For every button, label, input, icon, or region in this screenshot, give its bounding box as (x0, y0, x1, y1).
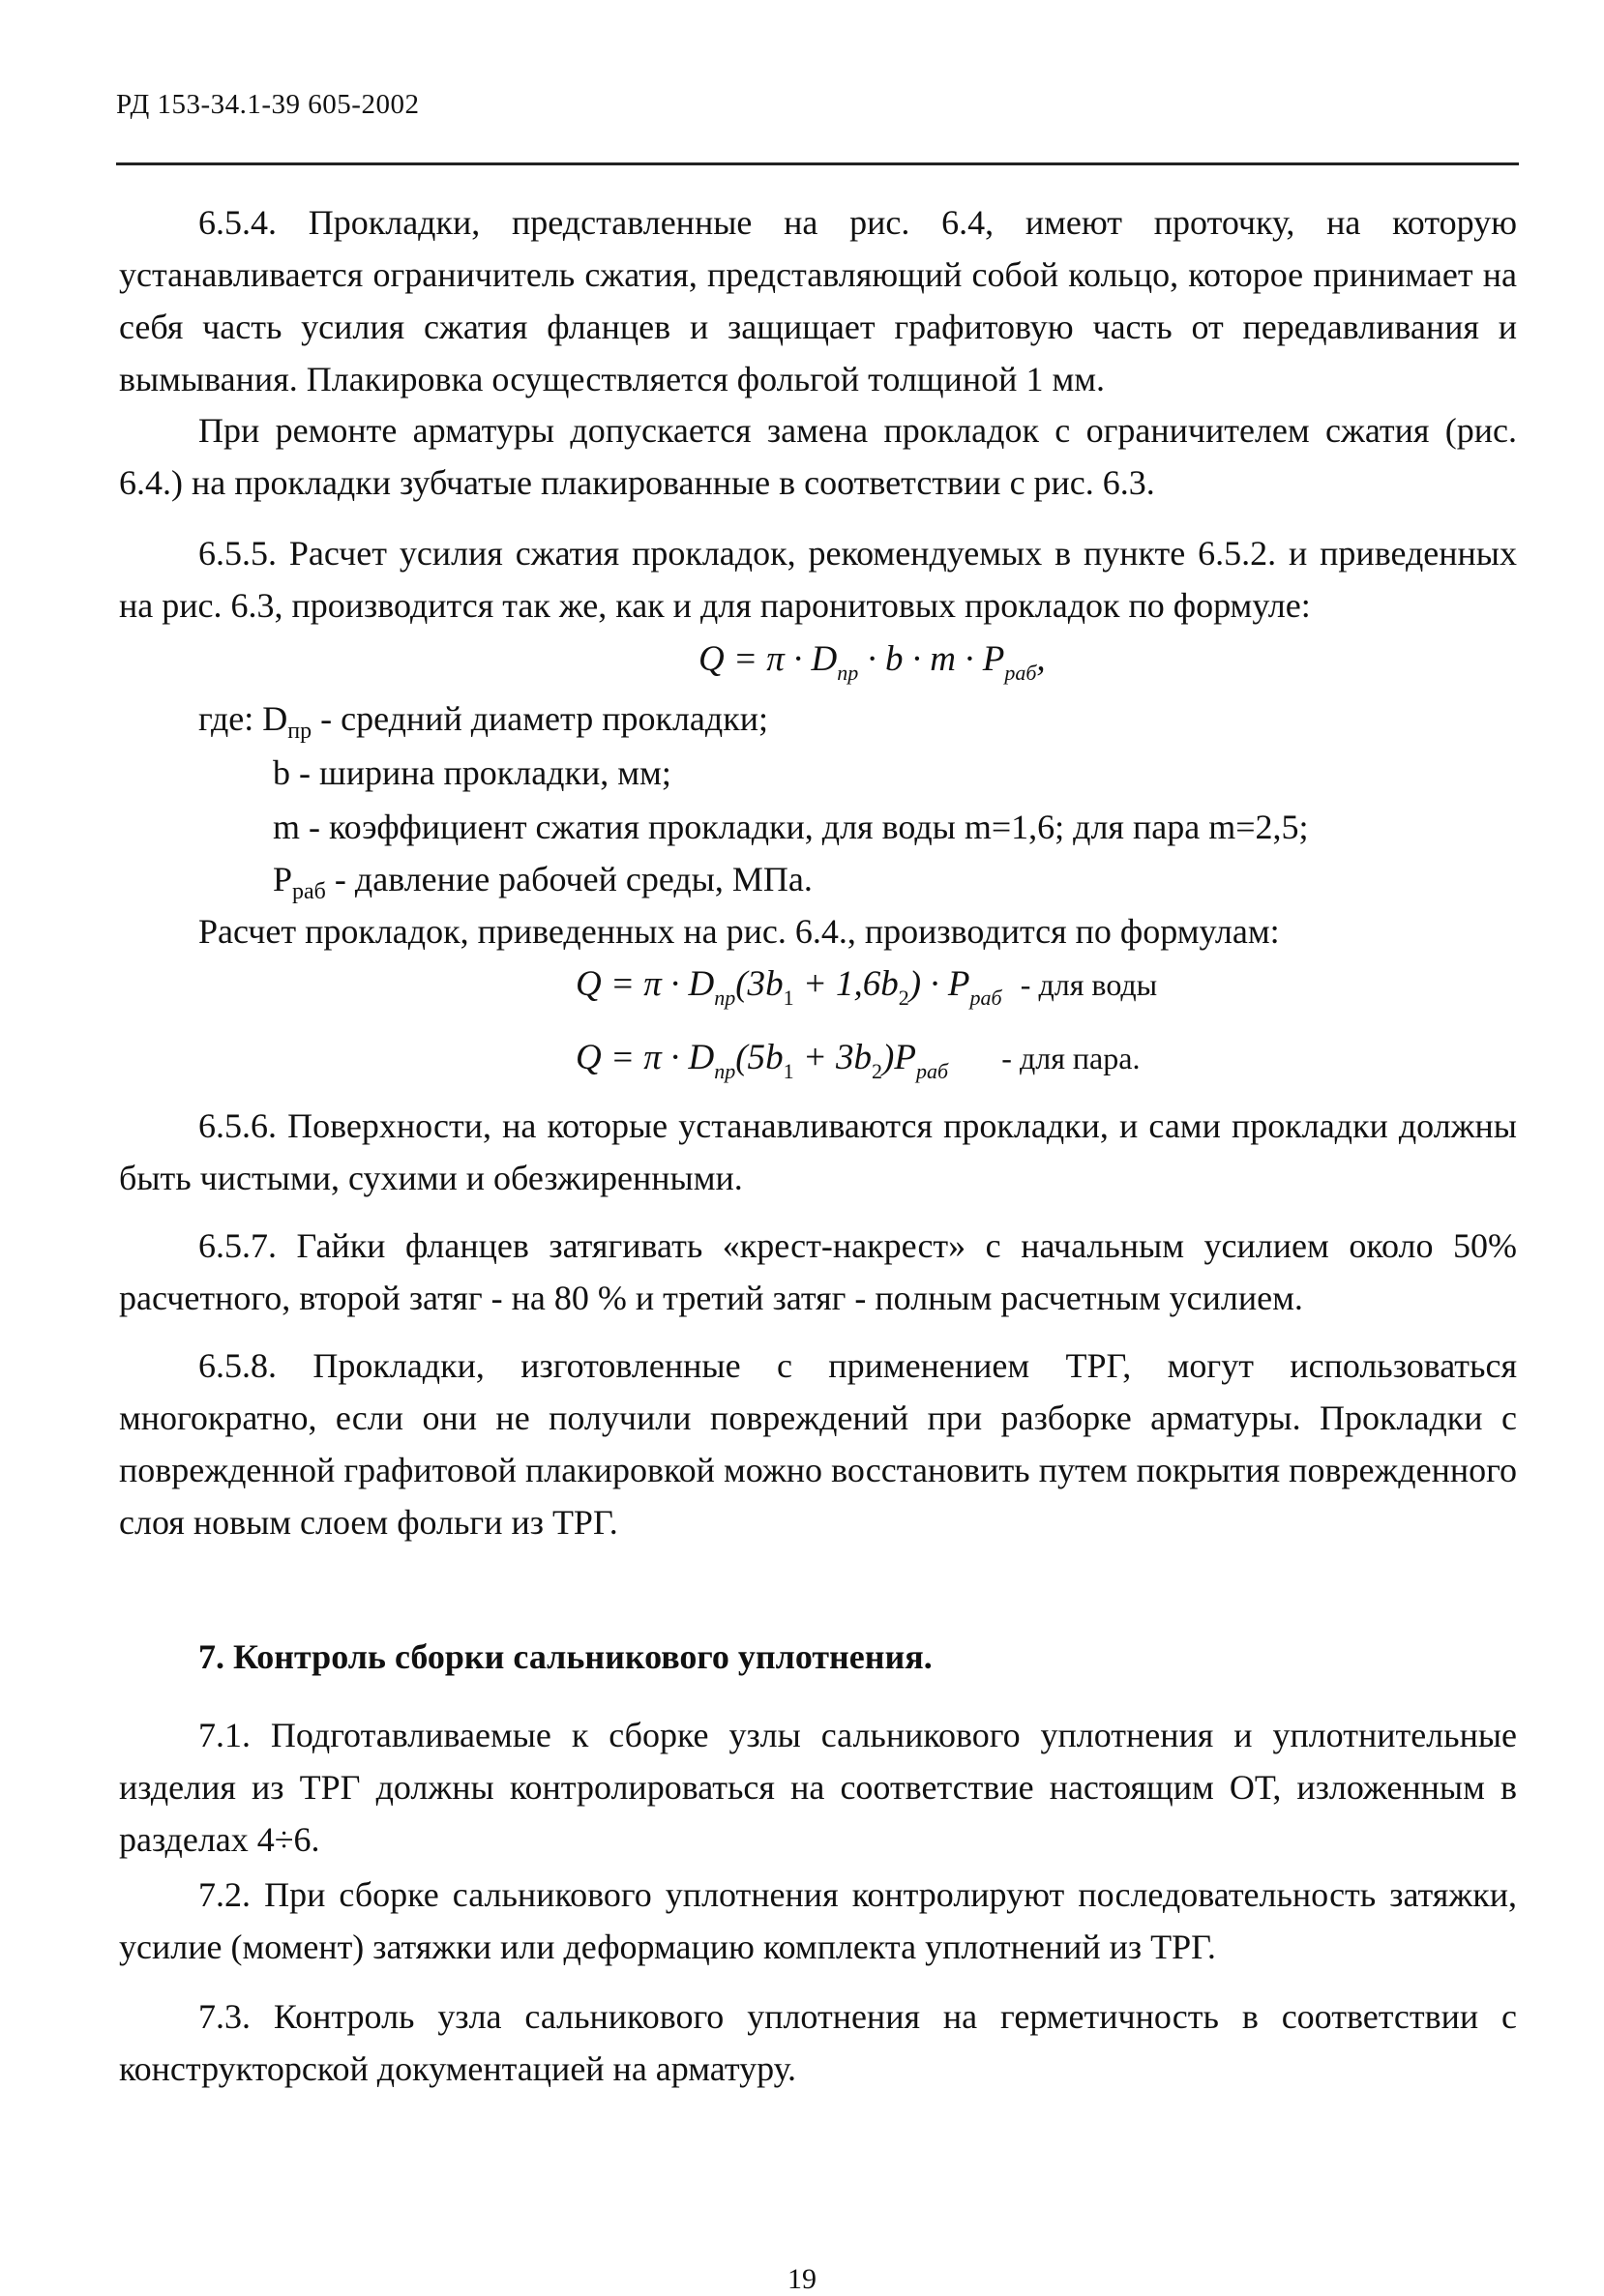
where-d-subscript: пр (287, 719, 312, 744)
section-7-title: 7. Контроль сборки сальникового уплотнения. (198, 1637, 933, 1676)
where-d-text: - средний диаметр прокладки; (312, 699, 768, 738)
where-p-text: - давление рабочей среды, МПа. (325, 860, 813, 898)
document-code-header: РД 153-34.1-39 605-2002 (116, 89, 420, 120)
formula-q-water: $Q = \pi \cdot D_{пр}(3b_1 + 1,6b_2) \cdot P_{раб}$ - для воды (576, 964, 1158, 1010)
paragraph-7-3: 7.3. Контроль узла сальникового уплотнения на герметичность в соответствии с конструкторской документацией на арматуру. (119, 1997, 1517, 2088)
paragraph-6-5-4-repair: При ремонте арматуры допускается замена прокладок с ограничителем сжатия (рис. 6.4.) на прокладки зубчатые плакированные в соответствии с рис. 6.3. (119, 411, 1517, 502)
formula-q-paronite: $Q = \pi \cdot D_{пр} \cdot b \cdot m \cdot P_{раб}$, (698, 639, 1046, 685)
header-divider (116, 162, 1519, 165)
page-number: 19 (787, 2263, 817, 2295)
where-d-label: где: D (198, 699, 288, 738)
paragraph-6-5-7: 6.5.7. Гайки фланцев затягивать «крест-накрест» с начальным усилием около 50% расчетного, второй затяг - на 80 % и третий затяг - полным расчетным усилием. (119, 1226, 1517, 1317)
where-p-subscript: раб (292, 879, 326, 904)
paragraph-6-5-4: 6.5.4. Прокладки, представленные на рис. 6.4, имеют проточку, на которую устанавливается ограничитель сжатия, представляющий собой кольцо, которое принимает на себя часть усилия сжатия фланцев и защищает графитовую часть от передавливания и вымывания. Плакировка осуществляется фольгой толщиной 1 мм. (119, 203, 1517, 398)
formula-q-steam: $Q = \pi \cdot D_{пр}(5b_1 + 3b_2)P_{раб}$ - для пара. (576, 1038, 1141, 1083)
where-p-label: P (273, 860, 293, 898)
formula-steam-note: - для пара. (1001, 1041, 1141, 1075)
paragraph-6-5-8: 6.5.8. Прокладки, изготовленные с применением ТРГ, могут использоваться многократно, если они не получили повреждений при разборке арматуры. Прокладки с поврежденной графитовой плакировкой можно восстановить путем покрытия поврежденного слоя новым слоем фольги из ТРГ. (119, 1346, 1517, 1542)
paragraph-7-1: 7.1. Подготавливаемые к сборке узлы сальникового уплотнения и уплотнительные изделия из ТРГ должны контролироваться на соответствие настоящим ОТ, изложенным в разделах 4÷6. (119, 1716, 1517, 1859)
where-d-line (198, 698, 768, 745)
where-b-line: b - ширина прокладки, мм; (273, 753, 671, 792)
paragraph-7-2: 7.2. При сборке сальникового уплотнения контролируют последовательность затяжки, усилие (момент) затяжки или деформацию комплекта уплотнений из ТРГ. (119, 1875, 1517, 1966)
paragraph-6-5-5: 6.5.5. Расчет усилия сжатия прокладок, рекомендуемых в пункте 6.5.2. и приведенных на рис. 6.3, производится так же, как и для паронитовых прокладок по формуле: (119, 534, 1517, 625)
calc-intro-line: Расчет прокладок, приведенных на рис. 6.4., производится по формулам: (198, 912, 1280, 951)
where-p-line (273, 859, 813, 905)
formula-water-note: - для воды (1020, 967, 1158, 1002)
where-m-line: m - коэффициент сжатия прокладки, для воды m=1,6; для пара m=2,5; (273, 808, 1309, 846)
paragraph-6-5-6: 6.5.6. Поверхности, на которые устанавливаются прокладки, и сами прокладки должны быть чистыми, сухими и обезжиренными. (119, 1106, 1517, 1197)
